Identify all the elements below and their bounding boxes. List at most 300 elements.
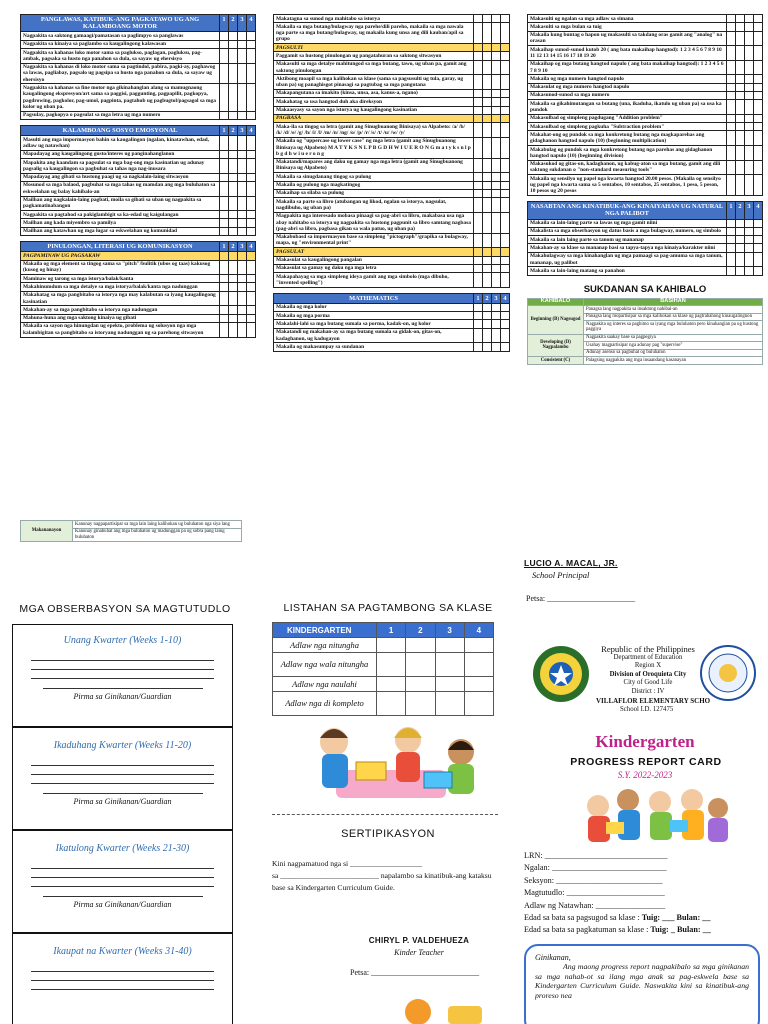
rating-cell-q1[interactable] — [474, 60, 483, 75]
rating-cell-q4[interactable] — [247, 322, 256, 337]
rating-cell-q1[interactable] — [727, 236, 736, 244]
rating-cell-q4[interactable] — [754, 175, 763, 196]
rating-cell-q1[interactable] — [727, 23, 736, 31]
rating-cell-q1[interactable] — [727, 83, 736, 91]
rating-cell-q1[interactable] — [220, 306, 229, 314]
rating-cell-q4[interactable] — [754, 160, 763, 175]
birthday-field[interactable]: Adlaw ng Natawhan: _________________ — [524, 900, 666, 910]
rating-cell-q3[interactable] — [745, 31, 754, 46]
rating-cell-q3[interactable] — [492, 52, 501, 60]
rating-cell-q4[interactable] — [754, 23, 763, 31]
rating-cell-q4[interactable] — [501, 123, 510, 138]
note-line[interactable] — [31, 652, 214, 661]
age-end-field[interactable] — [524, 924, 764, 936]
rating-cell-q2[interactable] — [483, 256, 492, 264]
signature-line[interactable] — [43, 784, 203, 794]
rating-cell-q1[interactable] — [474, 212, 483, 233]
rating-cell-q1[interactable] — [727, 46, 736, 61]
rating-cell-q1[interactable] — [727, 244, 736, 252]
rating-cell-q1[interactable] — [727, 175, 736, 196]
rating-cell-q4[interactable] — [247, 275, 256, 283]
rating-cell-q3[interactable] — [745, 123, 754, 131]
rating-cell-q1[interactable] — [474, 106, 483, 114]
rating-cell-q3[interactable] — [745, 160, 754, 175]
rating-cell-q4[interactable] — [501, 181, 510, 189]
rating-cell-q1[interactable] — [727, 114, 736, 122]
rating-cell-q2[interactable] — [229, 306, 238, 314]
rating-cell-q3[interactable] — [238, 32, 247, 40]
rating-cell-q4[interactable] — [501, 60, 510, 75]
rating-cell-q4[interactable] — [501, 15, 510, 23]
rating-cell-q1[interactable] — [727, 267, 736, 275]
rating-cell-q1[interactable] — [220, 283, 229, 291]
rating-cell-q2[interactable] — [229, 111, 238, 119]
rating-cell-q3[interactable] — [238, 219, 247, 227]
rating-cell-q1[interactable] — [727, 219, 736, 227]
rating-cell-q3[interactable] — [238, 283, 247, 291]
note-line[interactable] — [31, 670, 214, 679]
rating-cell-q3[interactable] — [492, 15, 501, 23]
rating-cell-q4[interactable] — [501, 343, 510, 351]
rating-cell-q4[interactable] — [501, 158, 510, 173]
rating-cell-q3[interactable] — [492, 264, 501, 272]
rating-cell-q3[interactable] — [238, 40, 247, 48]
rating-cell-q1[interactable] — [474, 328, 483, 343]
rating-cell-q4[interactable] — [501, 23, 510, 44]
rating-cell-q4[interactable] — [754, 100, 763, 115]
attendance-cell[interactable] — [464, 638, 493, 653]
rating-cell-q1[interactable] — [220, 260, 229, 275]
age-start-field[interactable] — [524, 912, 764, 924]
rating-cell-q4[interactable] — [247, 159, 256, 174]
rating-cell-q4[interactable] — [754, 91, 763, 99]
rating-cell-q3[interactable] — [492, 212, 501, 233]
rating-cell-q3[interactable] — [238, 291, 247, 306]
rating-cell-q4[interactable] — [501, 320, 510, 328]
rating-cell-q3[interactable] — [745, 83, 754, 91]
rating-cell-q2[interactable] — [736, 31, 745, 46]
rating-cell-q1[interactable] — [727, 252, 736, 267]
rating-cell-q1[interactable] — [474, 343, 483, 351]
attendance-cell[interactable] — [377, 677, 406, 692]
rating-cell-q1[interactable] — [474, 123, 483, 138]
attendance-cell[interactable] — [406, 638, 435, 653]
rating-cell-q2[interactable] — [736, 227, 745, 235]
rating-cell-q3[interactable] — [492, 123, 501, 138]
attendance-cell[interactable] — [377, 638, 406, 653]
rating-cell-q1[interactable] — [220, 63, 229, 84]
rating-cell-q2[interactable] — [229, 219, 238, 227]
rating-cell-q3[interactable] — [492, 233, 501, 248]
rating-cell-q1[interactable] — [727, 31, 736, 46]
rating-cell-q4[interactable] — [501, 173, 510, 181]
rating-cell-q4[interactable] — [754, 123, 763, 131]
rating-cell-q4[interactable] — [754, 75, 763, 83]
signature-line[interactable] — [43, 887, 203, 897]
rating-cell-q1[interactable] — [727, 60, 736, 75]
rating-cell-q2[interactable] — [736, 131, 745, 146]
rating-cell-q2[interactable] — [483, 189, 492, 197]
signature-line[interactable] — [43, 679, 203, 689]
rating-cell-q3[interactable] — [492, 158, 501, 173]
rating-cell-q3[interactable] — [745, 244, 754, 252]
rating-cell-q2[interactable] — [736, 83, 745, 91]
rating-cell-q2[interactable] — [483, 312, 492, 320]
rating-cell-q3[interactable] — [745, 146, 754, 161]
rating-cell-q4[interactable] — [247, 136, 256, 151]
rating-cell-q1[interactable] — [474, 89, 483, 97]
rating-cell-q3[interactable] — [492, 303, 501, 311]
rating-cell-q2[interactable] — [483, 106, 492, 114]
rating-cell-q1[interactable] — [220, 40, 229, 48]
rating-cell-q3[interactable] — [492, 198, 501, 213]
rating-cell-q3[interactable] — [492, 181, 501, 189]
rating-cell-q1[interactable] — [220, 49, 229, 64]
rating-cell-q1[interactable] — [220, 211, 229, 219]
rating-cell-q3[interactable] — [745, 131, 754, 146]
rating-cell-q4[interactable] — [501, 312, 510, 320]
rating-cell-q4[interactable] — [501, 233, 510, 248]
rating-cell-q1[interactable] — [474, 256, 483, 264]
rating-cell-q3[interactable] — [745, 252, 754, 267]
rating-cell-q1[interactable] — [474, 198, 483, 213]
rating-cell-q4[interactable] — [247, 173, 256, 181]
attendance-cell[interactable] — [435, 677, 464, 692]
rating-cell-q2[interactable] — [229, 159, 238, 174]
rating-cell-q3[interactable] — [238, 260, 247, 275]
rating-cell-q4[interactable] — [501, 189, 510, 197]
rating-cell-q2[interactable] — [229, 63, 238, 84]
rating-cell-q1[interactable] — [220, 314, 229, 322]
rating-cell-q1[interactable] — [220, 196, 229, 211]
rating-cell-q2[interactable] — [229, 49, 238, 64]
rating-cell-q2[interactable] — [736, 75, 745, 83]
rating-cell-q4[interactable] — [754, 83, 763, 91]
rating-cell-q1[interactable] — [220, 32, 229, 40]
attendance-cell[interactable] — [435, 638, 464, 653]
rating-cell-q2[interactable] — [483, 233, 492, 248]
note-line[interactable] — [31, 860, 214, 869]
rating-cell-q4[interactable] — [754, 15, 763, 23]
rating-cell-q1[interactable] — [474, 303, 483, 311]
rating-cell-q3[interactable] — [238, 159, 247, 174]
rating-cell-q4[interactable] — [247, 181, 256, 196]
rating-cell-q1[interactable] — [727, 75, 736, 83]
rating-cell-q4[interactable] — [754, 244, 763, 252]
rating-cell-q2[interactable] — [483, 60, 492, 75]
rating-cell-q2[interactable] — [736, 46, 745, 61]
rating-cell-q4[interactable] — [247, 260, 256, 275]
rating-cell-q2[interactable] — [736, 175, 745, 196]
rating-cell-q3[interactable] — [238, 211, 247, 219]
rating-cell-q1[interactable] — [220, 173, 229, 181]
note-line[interactable] — [31, 878, 214, 887]
attendance-cell[interactable] — [435, 653, 464, 677]
rating-cell-q2[interactable] — [483, 173, 492, 181]
rating-cell-q3[interactable] — [238, 314, 247, 322]
rating-cell-q1[interactable] — [220, 291, 229, 306]
rating-cell-q2[interactable] — [229, 275, 238, 283]
rating-cell-q3[interactable] — [238, 227, 247, 235]
rating-cell-q4[interactable] — [501, 75, 510, 90]
rating-cell-q1[interactable] — [474, 98, 483, 106]
rating-cell-q3[interactable] — [745, 175, 754, 196]
rating-cell-q3[interactable] — [492, 23, 501, 44]
rating-cell-q1[interactable] — [474, 233, 483, 248]
rating-cell-q1[interactable] — [220, 136, 229, 151]
teacher-field[interactable]: Magtutudlo: ________________________ — [524, 888, 665, 898]
rating-cell-q2[interactable] — [483, 123, 492, 138]
rating-cell-q3[interactable] — [745, 227, 754, 235]
note-line[interactable] — [31, 972, 214, 981]
rating-cell-q2[interactable] — [736, 123, 745, 131]
rating-cell-q3[interactable] — [492, 98, 501, 106]
rating-cell-q2[interactable] — [229, 260, 238, 275]
rating-cell-q1[interactable] — [474, 264, 483, 272]
rating-cell-q4[interactable] — [501, 264, 510, 272]
rating-cell-q4[interactable] — [754, 146, 763, 161]
rating-cell-q3[interactable] — [492, 75, 501, 90]
rating-cell-q4[interactable] — [247, 49, 256, 64]
rating-cell-q3[interactable] — [238, 173, 247, 181]
rating-cell-q3[interactable] — [238, 322, 247, 337]
rating-cell-q1[interactable] — [474, 312, 483, 320]
rating-cell-q3[interactable] — [745, 219, 754, 227]
rating-cell-q3[interactable] — [238, 150, 247, 158]
rating-cell-q2[interactable] — [736, 146, 745, 161]
rating-cell-q2[interactable] — [483, 303, 492, 311]
rating-cell-q4[interactable] — [247, 63, 256, 84]
rating-cell-q4[interactable] — [247, 283, 256, 291]
rating-cell-q2[interactable] — [483, 198, 492, 213]
rating-cell-q2[interactable] — [229, 322, 238, 337]
rating-cell-q2[interactable] — [229, 40, 238, 48]
rating-cell-q3[interactable] — [745, 100, 754, 115]
rating-cell-q2[interactable] — [229, 283, 238, 291]
rating-cell-q4[interactable] — [247, 227, 256, 235]
rating-cell-q1[interactable] — [474, 137, 483, 158]
rating-cell-q4[interactable] — [754, 60, 763, 75]
rating-cell-q3[interactable] — [238, 63, 247, 84]
rating-cell-q1[interactable] — [474, 158, 483, 173]
rating-cell-q1[interactable] — [727, 100, 736, 115]
rating-cell-q2[interactable] — [483, 52, 492, 60]
rating-cell-q2[interactable] — [229, 211, 238, 219]
rating-cell-q3[interactable] — [745, 46, 754, 61]
rating-cell-q4[interactable] — [501, 137, 510, 158]
rating-cell-q3[interactable] — [238, 196, 247, 211]
rating-cell-q2[interactable] — [736, 15, 745, 23]
attendance-cell[interactable] — [464, 653, 493, 677]
rating-cell-q3[interactable] — [238, 181, 247, 196]
rating-cell-q3[interactable] — [492, 60, 501, 75]
rating-cell-q1[interactable] — [474, 320, 483, 328]
note-line[interactable] — [31, 963, 214, 972]
rating-cell-q3[interactable] — [492, 273, 501, 288]
rating-cell-q4[interactable] — [501, 273, 510, 288]
rating-cell-q3[interactable] — [238, 136, 247, 151]
note-line[interactable] — [31, 766, 214, 775]
rating-cell-q3[interactable] — [238, 275, 247, 283]
rating-cell-q3[interactable] — [492, 189, 501, 197]
rating-cell-q1[interactable] — [727, 91, 736, 99]
rating-cell-q3[interactable] — [492, 89, 501, 97]
rating-cell-q4[interactable] — [754, 267, 763, 275]
attendance-cell[interactable] — [377, 653, 406, 677]
rating-cell-q1[interactable] — [220, 181, 229, 196]
rating-cell-q3[interactable] — [238, 84, 247, 111]
rating-cell-q1[interactable] — [727, 146, 736, 161]
rating-cell-q4[interactable] — [501, 256, 510, 264]
rating-cell-q3[interactable] — [492, 137, 501, 158]
note-line[interactable] — [31, 661, 214, 670]
rating-cell-q4[interactable] — [247, 306, 256, 314]
rating-cell-q2[interactable] — [483, 320, 492, 328]
rating-cell-q3[interactable] — [492, 106, 501, 114]
rating-cell-q3[interactable] — [745, 60, 754, 75]
rating-cell-q2[interactable] — [736, 252, 745, 267]
lrn-field[interactable]: LRN: ______________________________ — [524, 851, 668, 860]
rating-cell-q2[interactable] — [229, 173, 238, 181]
rating-cell-q3[interactable] — [745, 91, 754, 99]
rating-cell-q3[interactable] — [745, 267, 754, 275]
rating-cell-q4[interactable] — [501, 98, 510, 106]
rating-cell-q4[interactable] — [247, 291, 256, 306]
rating-cell-q4[interactable] — [501, 89, 510, 97]
rating-cell-q4[interactable] — [501, 106, 510, 114]
rating-cell-q1[interactable] — [474, 52, 483, 60]
rating-cell-q2[interactable] — [483, 328, 492, 343]
rating-cell-q2[interactable] — [736, 236, 745, 244]
rating-cell-q4[interactable] — [754, 131, 763, 146]
rating-cell-q4[interactable] — [247, 314, 256, 322]
rating-cell-q2[interactable] — [483, 137, 492, 158]
rating-cell-q1[interactable] — [220, 159, 229, 174]
rating-cell-q4[interactable] — [247, 211, 256, 219]
rating-cell-q2[interactable] — [229, 291, 238, 306]
rating-cell-q2[interactable] — [483, 181, 492, 189]
rating-cell-q2[interactable] — [483, 75, 492, 90]
rating-cell-q1[interactable] — [727, 227, 736, 235]
rating-cell-q2[interactable] — [483, 158, 492, 173]
rating-cell-q4[interactable] — [501, 198, 510, 213]
rating-cell-q2[interactable] — [483, 89, 492, 97]
rating-cell-q1[interactable] — [220, 322, 229, 337]
rating-cell-q4[interactable] — [501, 303, 510, 311]
rating-cell-q3[interactable] — [492, 343, 501, 351]
rating-cell-q2[interactable] — [736, 100, 745, 115]
rating-cell-q4[interactable] — [247, 84, 256, 111]
rating-cell-q2[interactable] — [483, 98, 492, 106]
rating-cell-q2[interactable] — [229, 196, 238, 211]
rating-cell-q1[interactable] — [220, 150, 229, 158]
rating-cell-q2[interactable] — [229, 150, 238, 158]
rating-cell-q1[interactable] — [220, 84, 229, 111]
rating-cell-q1[interactable] — [220, 111, 229, 119]
rating-cell-q2[interactable] — [229, 227, 238, 235]
rating-cell-q2[interactable] — [736, 244, 745, 252]
rating-cell-q1[interactable] — [220, 227, 229, 235]
rating-cell-q1[interactable] — [474, 173, 483, 181]
rating-cell-q4[interactable] — [754, 114, 763, 122]
section-field[interactable]: Seksyon: __________________________ — [524, 875, 663, 885]
note-line[interactable] — [31, 981, 214, 990]
rating-cell-q2[interactable] — [229, 181, 238, 196]
rating-cell-q1[interactable] — [474, 189, 483, 197]
rating-cell-q4[interactable] — [754, 219, 763, 227]
rating-cell-q3[interactable] — [492, 320, 501, 328]
rating-cell-q2[interactable] — [736, 219, 745, 227]
rating-cell-q1[interactable] — [474, 75, 483, 90]
rating-cell-q1[interactable] — [220, 219, 229, 227]
attendance-cell[interactable] — [406, 677, 435, 692]
rating-cell-q1[interactable] — [474, 15, 483, 23]
rating-cell-q2[interactable] — [229, 314, 238, 322]
rating-cell-q1[interactable] — [727, 160, 736, 175]
rating-cell-q3[interactable] — [745, 23, 754, 31]
rating-cell-q3[interactable] — [492, 312, 501, 320]
rating-cell-q2[interactable] — [736, 114, 745, 122]
rating-cell-q2[interactable] — [736, 160, 745, 175]
rating-cell-q4[interactable] — [754, 236, 763, 244]
rating-cell-q2[interactable] — [483, 273, 492, 288]
rating-cell-q3[interactable] — [745, 236, 754, 244]
note-line[interactable] — [31, 869, 214, 878]
rating-cell-q3[interactable] — [492, 173, 501, 181]
rating-cell-q2[interactable] — [483, 343, 492, 351]
name-field[interactable]: Ngalan: ____________________________ — [524, 863, 667, 873]
rating-cell-q2[interactable] — [736, 60, 745, 75]
rating-cell-q2[interactable] — [483, 264, 492, 272]
rating-cell-q2[interactable] — [736, 267, 745, 275]
rating-cell-q4[interactable] — [501, 52, 510, 60]
rating-cell-q2[interactable] — [229, 32, 238, 40]
rating-cell-q2[interactable] — [229, 136, 238, 151]
rating-cell-q1[interactable] — [727, 123, 736, 131]
attendance-cell[interactable] — [464, 677, 493, 692]
rating-cell-q4[interactable] — [247, 219, 256, 227]
rating-cell-q2[interactable] — [483, 23, 492, 44]
rating-cell-q3[interactable] — [238, 49, 247, 64]
rating-cell-q3[interactable] — [745, 15, 754, 23]
rating-cell-q2[interactable] — [483, 15, 492, 23]
rating-cell-q1[interactable] — [727, 131, 736, 146]
rating-cell-q4[interactable] — [501, 328, 510, 343]
rating-cell-q1[interactable] — [474, 273, 483, 288]
rating-cell-q4[interactable] — [247, 111, 256, 119]
rating-cell-q2[interactable] — [736, 23, 745, 31]
rating-cell-q4[interactable] — [247, 150, 256, 158]
note-line[interactable] — [31, 775, 214, 784]
rating-cell-q3[interactable] — [492, 328, 501, 343]
rating-cell-q4[interactable] — [754, 227, 763, 235]
rating-cell-q4[interactable] — [247, 40, 256, 48]
rating-cell-q1[interactable] — [220, 275, 229, 283]
rating-cell-q4[interactable] — [247, 196, 256, 211]
rating-cell-q4[interactable] — [754, 46, 763, 61]
rating-cell-q4[interactable] — [501, 212, 510, 233]
rating-cell-q1[interactable] — [474, 181, 483, 189]
rating-cell-q3[interactable] — [745, 114, 754, 122]
rating-cell-q4[interactable] — [754, 252, 763, 267]
rating-cell-q3[interactable] — [745, 75, 754, 83]
rating-cell-q3[interactable] — [238, 111, 247, 119]
rating-cell-q1[interactable] — [474, 23, 483, 44]
attendance-cell[interactable] — [406, 653, 435, 677]
rating-cell-q1[interactable] — [727, 15, 736, 23]
rating-cell-q4[interactable] — [247, 32, 256, 40]
rating-cell-q2[interactable] — [229, 84, 238, 111]
